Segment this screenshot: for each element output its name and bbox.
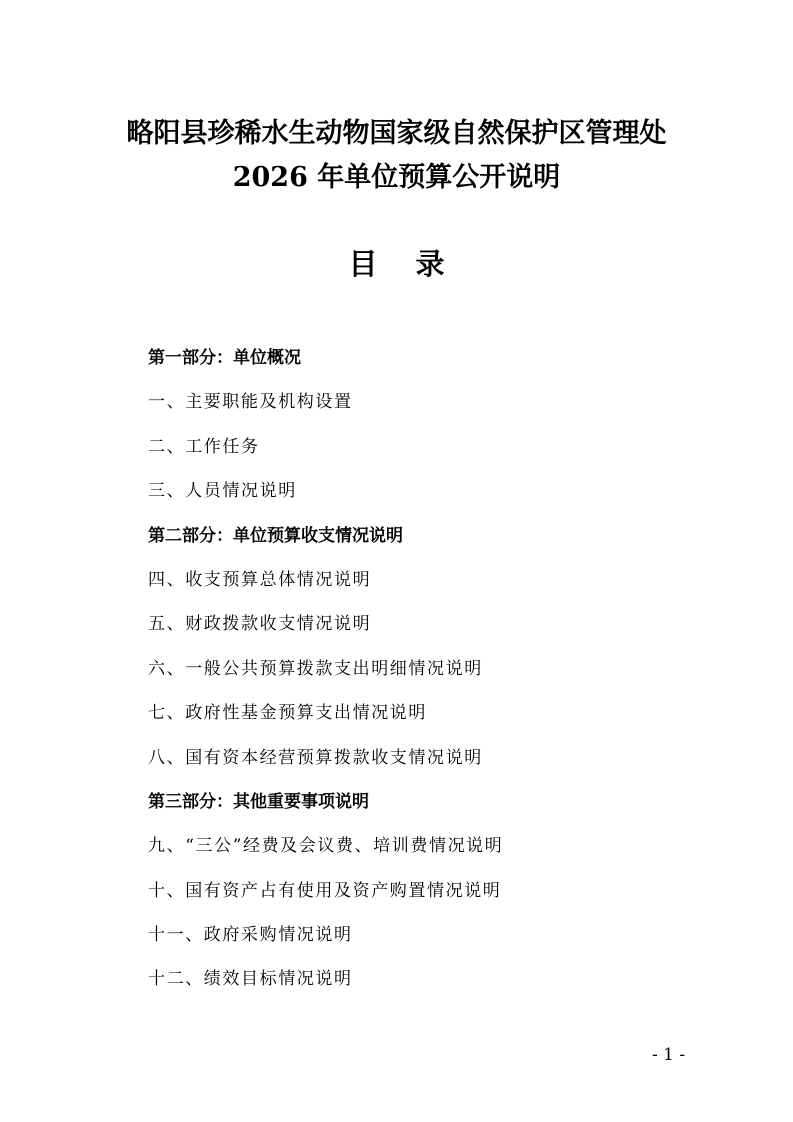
toc-item-10: 十、国有资产占有使用及资产购置情况说明 xyxy=(148,880,502,901)
toc-item-4: 四、收支预算总体情况说明 xyxy=(148,569,372,590)
toc-item-7: 七、政府性基金预算支出情况说明 xyxy=(148,703,427,724)
toc-item-2: 二、工作任务 xyxy=(148,436,260,457)
toc-item-9: 九、“三公”经费及会议费、培训费情况说明 xyxy=(148,836,504,857)
toc-part-2: 第二部分：单位预算收支情况说明 xyxy=(148,525,403,546)
toc-part-1: 第一部分：单位概况 xyxy=(148,348,301,368)
toc-item-11: 十一、政府采购情况说明 xyxy=(148,925,353,946)
toc-item-1: 一、主要职能及机构设置 xyxy=(148,392,353,413)
document-title-line-2: 2026 年单位预算公开说明 xyxy=(232,162,561,193)
toc-item-8: 八、国有资本经营预算拨款收支情况说明 xyxy=(148,747,483,768)
document-title-line-1: 略阳县珍稀水生动物国家级自然保护区管理处 xyxy=(126,118,667,149)
table-of-contents xyxy=(148,336,708,1002)
page-number: - 1 - xyxy=(652,1045,686,1065)
toc-heading: 目录 xyxy=(348,247,483,281)
toc-item-3: 三、人员情况说明 xyxy=(148,481,297,502)
toc-item-6: 六、一般公共预算拨款支出明细情况说明 xyxy=(148,658,483,679)
toc-part-3: 第三部分：其他重要事项说明 xyxy=(148,791,369,812)
toc-item-12: 十二、绩效目标情况说明 xyxy=(148,969,353,990)
toc-item-5: 五、财政拨款收支情况说明 xyxy=(148,614,372,635)
